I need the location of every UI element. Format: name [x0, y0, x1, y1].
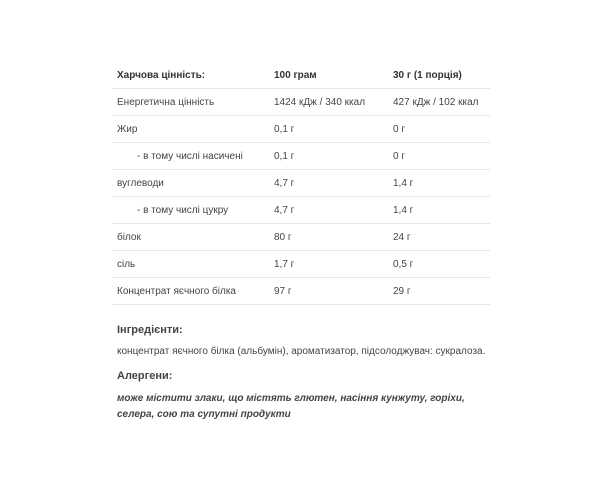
- value-per-100g: 1424 кДж / 340 ккал: [269, 89, 388, 116]
- value-per-100g: 80 г: [269, 224, 388, 251]
- value-per-serving: 1,4 г: [388, 197, 490, 224]
- value-per-serving: 24 г: [388, 224, 490, 251]
- nutrient-name: Жир: [112, 116, 269, 143]
- table-row: [112, 170, 490, 197]
- table-header-row: [112, 62, 490, 89]
- table-row: [112, 278, 490, 305]
- value-per-100g: 1,7 г: [269, 251, 388, 278]
- allergens-text: може містити злаки, що містять глютен, насіння кунжуту, горіхи, селера, сою та супутні продукти: [117, 393, 465, 420]
- nutrient-name: білок: [112, 224, 269, 251]
- nutrient-name: - в тому числі цукру: [112, 197, 269, 224]
- value-per-serving: 0,5 г: [388, 251, 490, 278]
- value-per-100g: 4,7 г: [269, 170, 388, 197]
- value-per-100g: 0,1 г: [269, 116, 388, 143]
- value-per-serving: 0 г: [388, 143, 490, 170]
- table-row: [112, 197, 490, 224]
- table-row: [112, 116, 490, 143]
- nutrient-name: Енергетична цінність: [112, 89, 269, 116]
- header-nutrition: Харчова цінність:: [112, 62, 269, 89]
- header-per-100g: 100 грам: [269, 62, 388, 89]
- header-per-serving: 30 г (1 порція): [388, 62, 490, 89]
- value-per-100g: 0,1 г: [269, 143, 388, 170]
- nutrient-name: - в тому числі насичені: [112, 143, 269, 170]
- nutrient-name: вуглеводи: [112, 170, 269, 197]
- ingredients-text: концентрат яєчного білка (альбумін), ароматизатор, підсолоджувач: сукралоза.: [117, 346, 486, 357]
- value-per-serving: 1,4 г: [388, 170, 490, 197]
- table-row: [112, 89, 490, 116]
- table-row: [112, 224, 490, 251]
- value-per-serving: 29 г: [388, 278, 490, 305]
- table-row: [112, 251, 490, 278]
- nutrition-table: [112, 62, 490, 305]
- value-per-100g: 4,7 г: [269, 197, 388, 224]
- ingredients-heading: Інгредієнти:: [117, 324, 183, 336]
- allergens-heading: Алергени:: [117, 370, 173, 382]
- nutrient-name: Концентрат яєчного білка: [112, 278, 269, 305]
- value-per-100g: 97 г: [269, 278, 388, 305]
- value-per-serving: 0 г: [388, 116, 490, 143]
- nutrient-name: сіль: [112, 251, 269, 278]
- table-row: [112, 143, 490, 170]
- value-per-serving: 427 кДж / 102 ккал: [388, 89, 490, 116]
